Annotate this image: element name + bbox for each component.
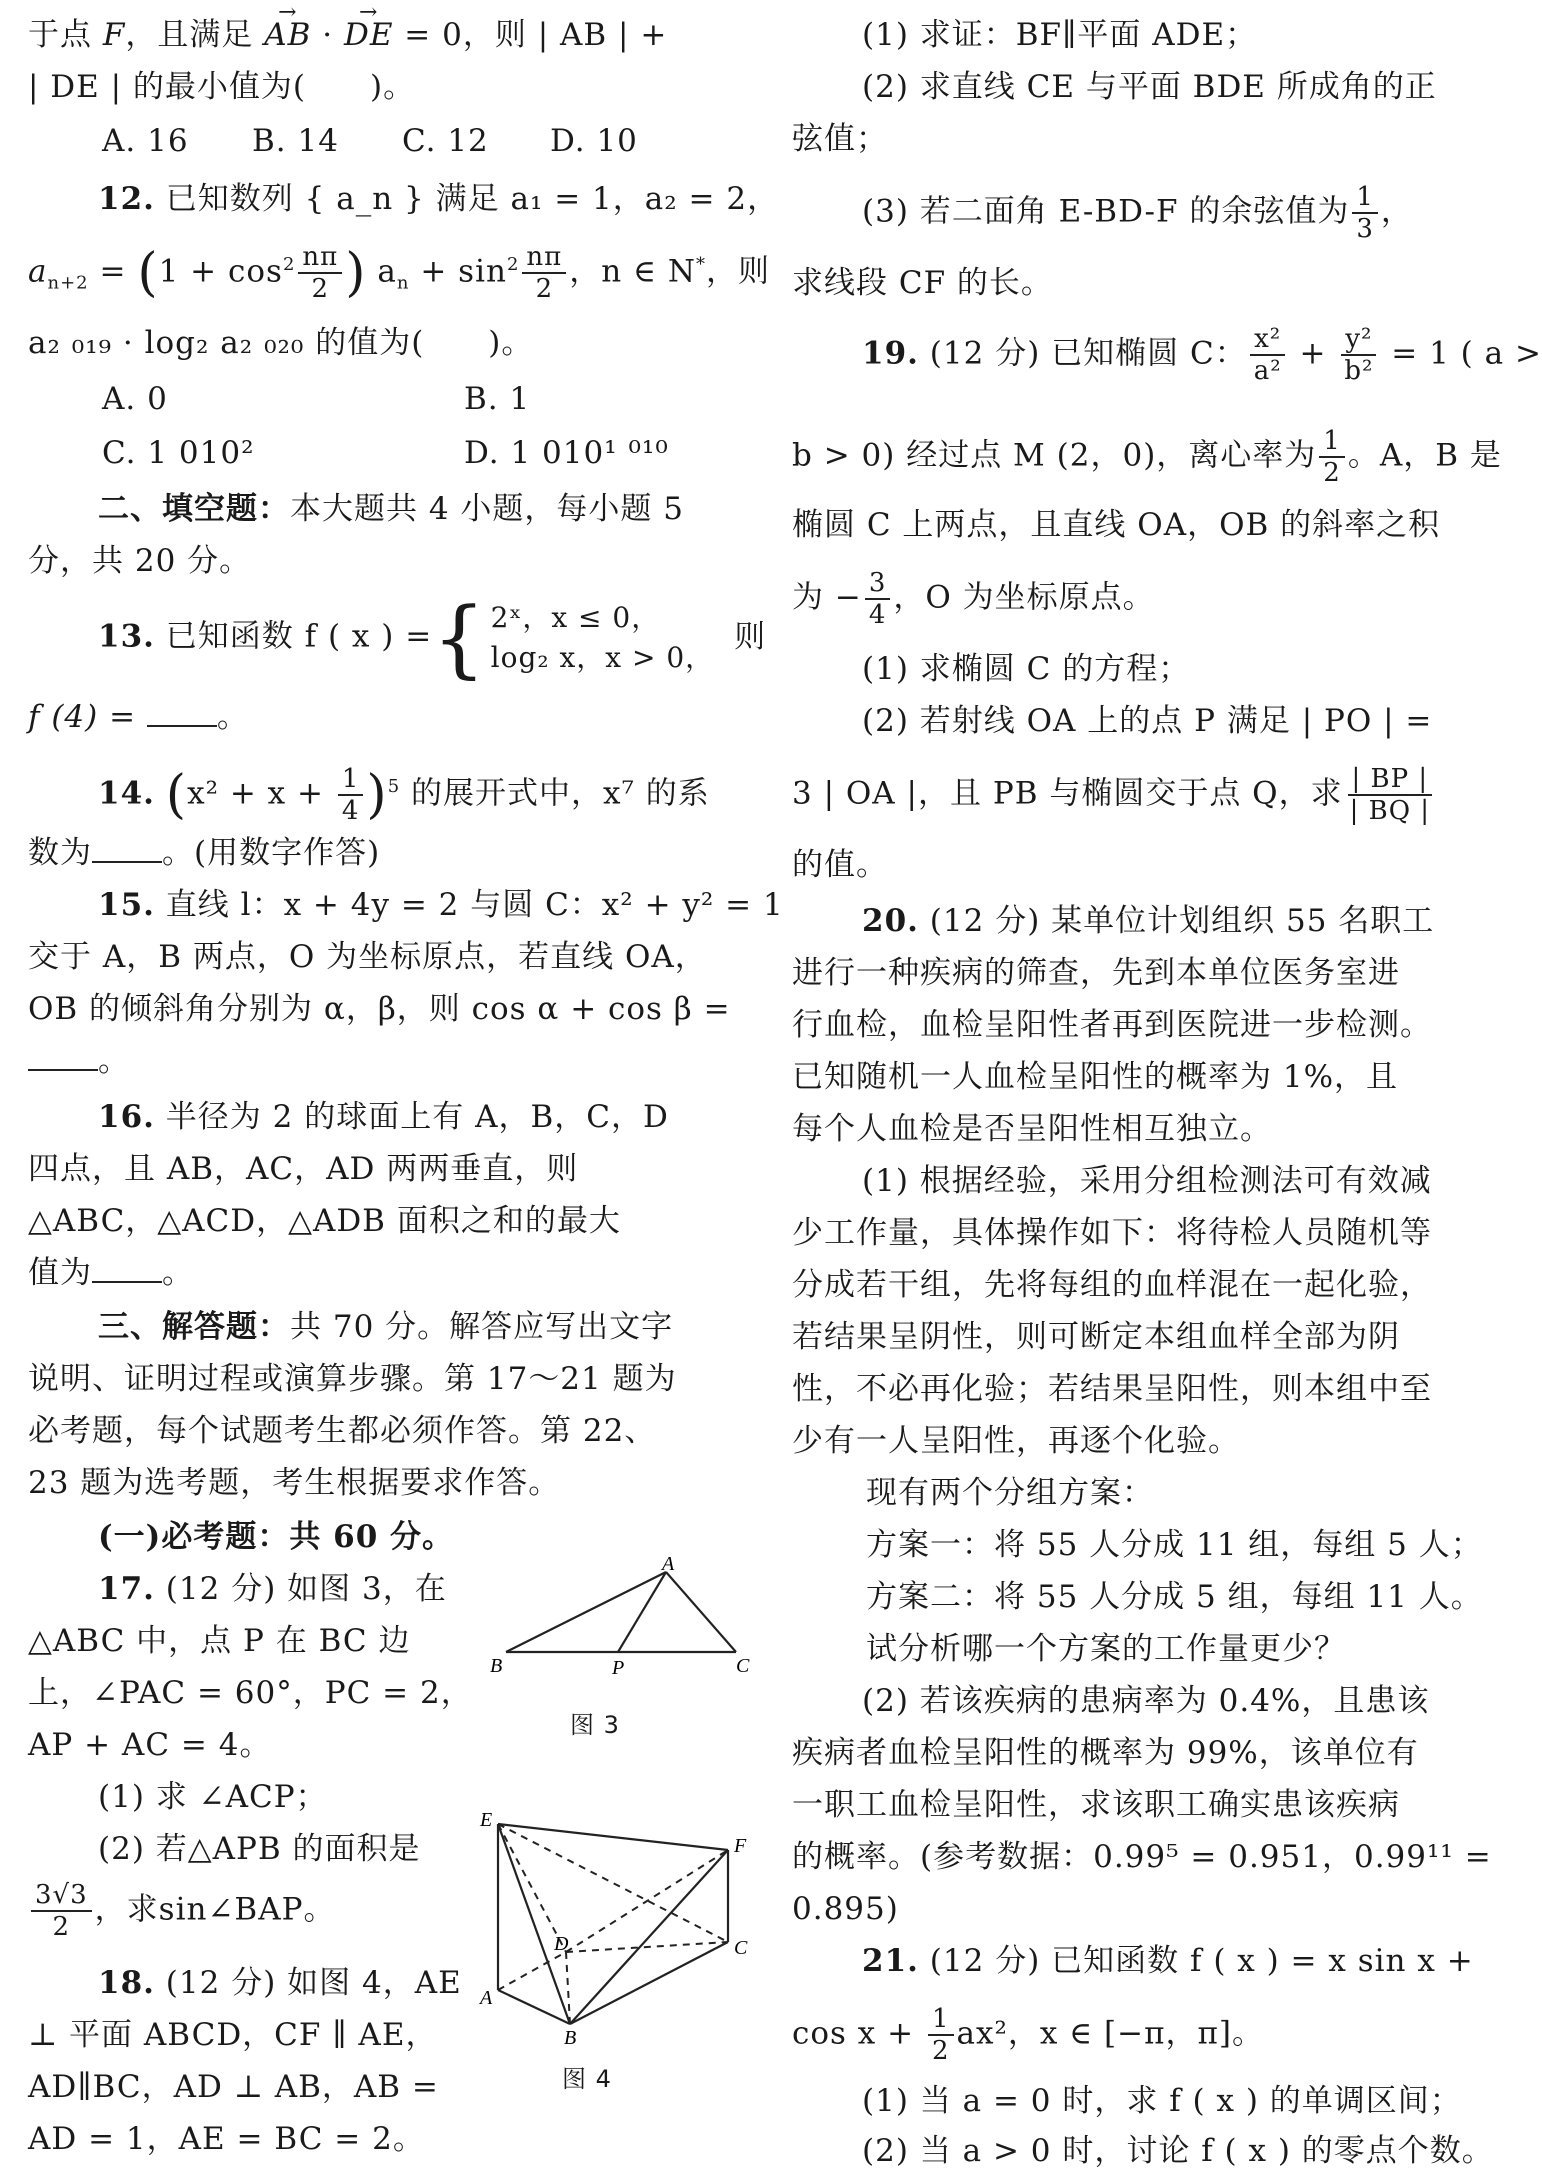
q15-line2: 交于 A，B 两点，O 为坐标原点，若直线 OA， xyxy=(28,939,707,975)
q20-plan-2: 方案二：将 55 人分成 5 组，每组 11 人。 xyxy=(866,1579,1483,1615)
q16-line1: 16. 半径为 2 的球面上有 A，B，C，D xyxy=(98,1099,669,1135)
q21-line1: 21. (12 分) 已知函数 f ( x ) = x sin x + xyxy=(862,1943,1474,1979)
figure-3-caption: 图 3 xyxy=(570,1711,620,1739)
q18-line1: 18. (12 分) 如图 4，AE xyxy=(98,1965,462,2001)
q15-line4: 。 xyxy=(28,1036,130,1086)
q20-part2-line1: (2) 若该疾病的患病率为 0.4%，且患该 xyxy=(862,1683,1430,1719)
q12-line1: 12. 已知数列 { a_n } 满足 a₁ = 1，a₂ = 2， xyxy=(98,181,780,217)
q19-line2: b > 0) 经过点 M (2，0)，离心率为 $\frac{1}{2}$ 。A，B 是 xyxy=(792,426,1502,488)
q18-part2-line1: (2) 求直线 CE 与平面 BDE 所成角的正 xyxy=(862,69,1437,105)
fig4-edge-df xyxy=(566,1850,728,1952)
q19-part1: (1) 求椭圆 C 的方程； xyxy=(862,651,1191,687)
fig4-label-d: D xyxy=(554,1933,570,1955)
q17-part2b: $\frac{3√3}{2}$ ，求sin∠BAP。 xyxy=(28,1880,335,1942)
q20-line2: 进行一种疾病的筛查，先到本单位医务室进 xyxy=(792,955,1400,991)
q14-line2: 数为 。(用数字作答) xyxy=(28,828,380,878)
subsection-required: (一)必考题：共 60 分。 xyxy=(98,1519,455,1555)
q15-line3: OB 的倾斜角分别为 α，β，则 cos α + cos β = xyxy=(28,991,731,1027)
q18-line3: AD∥BC，AD ⊥ AB，AB = xyxy=(28,2069,439,2105)
q15-answer-blank xyxy=(28,1039,98,1071)
q13-piecewise: { 2ˣ，x ≤ 0， log₂ x，x > 0， xyxy=(432,589,715,687)
q20-line4: 已知随机一人血检呈阳性的概率为 1%，且 xyxy=(792,1059,1399,1095)
q11-option-b: B. 14 xyxy=(252,123,339,159)
q19-part2-line3: 的值。 xyxy=(792,847,888,883)
q21-part2: (2) 当 a > 0 时，讨论 f ( x ) 的零点个数。 xyxy=(862,2133,1494,2169)
fig4-label-e: E xyxy=(480,1809,494,1831)
fig4-label-b: B xyxy=(564,2027,578,2049)
q16-answer-blank xyxy=(92,1251,162,1283)
q17-line4: AP + AC = 4。 xyxy=(28,1727,272,1763)
q19-line3: 椭圆 C 上两点，且直线 OA，OB 的斜率之积 xyxy=(792,507,1441,543)
fig3-label-c: C xyxy=(736,1655,751,1677)
q11-option-c: C. 12 xyxy=(402,123,489,159)
section-3-line1: 三、解答题：共 70 分。解答应写出文字 xyxy=(98,1309,674,1345)
q20-line1: 20. (12 分) 某单位计划组织 55 名职工 xyxy=(862,903,1435,939)
fig4-label-f: F xyxy=(734,1835,748,1857)
fig4-edge-bf xyxy=(570,1850,728,2024)
figure-3-triangle xyxy=(486,1553,756,1680)
section-2-line1: 二、填空题：本大题共 4 小题，每小题 5 xyxy=(98,491,685,527)
q16-line3: △ABC，△ACD，△ADB 面积之和的最大 xyxy=(28,1203,621,1239)
q20-part1-line2: 少工作量，具体操作如下：将待检人员随机等 xyxy=(792,1215,1432,1251)
q13-line2: f (4) = 。 xyxy=(28,692,249,742)
q14-answer-blank xyxy=(92,831,162,863)
q20-line3: 行血检，血检呈阳性者再到医院进一步检测。 xyxy=(792,1007,1432,1043)
q19-line4: 为 − $\frac{3}{4}$ ，O 为坐标原点。 xyxy=(792,568,1155,630)
q16-line4: 值为 。 xyxy=(28,1248,194,1298)
fig3-label-b: B xyxy=(490,1655,504,1677)
q19-part2-line1: (2) 若射线 OA 上的点 P 满足 | PO | = xyxy=(862,703,1433,739)
q15-line1: 15. 直线 l：x + 4y = 2 与圆 C：x² + y² = 1 xyxy=(98,887,784,923)
q12-option-a: A. 0 xyxy=(102,381,168,417)
fig4-hidden-edges xyxy=(498,1824,728,2024)
q18-part3-line2: 求线段 CF 的长。 xyxy=(792,265,1053,301)
fig4-label-c: C xyxy=(734,1937,749,1959)
q16-line2: 四点，且 AB，AC，AD 两两垂直，则 xyxy=(28,1151,579,1187)
q11-option-a: A. 16 xyxy=(102,123,189,159)
q18-line2: ⊥ 平面 ABCD，CF ∥ AE， xyxy=(28,2017,438,2053)
q21-line2: cos x + $\frac{1}{2}$ ax²，x ∈ [−π，π]。 xyxy=(792,2004,1264,2066)
q14-line1: 14. (x² + x + $\frac{1}{4}$ )$^5$ 的展开式中，x⁷ 的系 xyxy=(98,763,710,826)
fig3-label-p: P xyxy=(612,1657,626,1679)
fig4-edge-dc xyxy=(566,1942,728,1952)
q20-plan-1: 方案一：将 55 人分成 11 组，每组 5 人； xyxy=(866,1527,1483,1563)
q18-part3-line1: (3) 若二面角 E-BD-F 的余弦值为 $\frac{1}{3}$ ， xyxy=(862,182,1413,244)
q20-part1-line6: 少有一人呈阳性，再逐个化验。 xyxy=(792,1423,1240,1459)
q17-line3: 上，∠PAC = 60°，PC = 2， xyxy=(28,1675,473,1711)
section-3-line4: 23 题为选考题，考生根据要求作答。 xyxy=(28,1465,561,1501)
q20-part2-line4: 的概率。(参考数据：0.99⁵ = 0.951，0.99¹¹ = xyxy=(792,1839,1492,1875)
q20-part2-line5: 0.895) xyxy=(792,1891,899,1927)
fig4-label-a: A xyxy=(480,1987,494,2009)
q18-line4: AD = 1，AE = BC = 2。 xyxy=(28,2121,425,2157)
q12-line2: $a_{n+2} = (1 + \cos^2$ $\frac{n\pi}{2}$ ) $a_n + \sin^2$ $\frac{n\pi}{2}$ ，n ∈ N*，则 xyxy=(28,241,771,304)
q19-line1: 19. (12 分) 已知椭圆 C： $\frac{\text{x²}}{\text{a²}}$ + $\frac{\text{y²}}{\text{b²}}$ = 1 ( a > xyxy=(862,324,1542,386)
q20-part2-line3: 一职工血检呈阳性，求该职工确实患该疾病 xyxy=(792,1787,1400,1823)
q20-plans-intro: 现有两个分组方案： xyxy=(866,1475,1154,1511)
section-2-line2: 分，共 20 分。 xyxy=(28,543,252,579)
q17-line2: △ABC 中，点 P 在 BC 边 xyxy=(28,1623,411,1659)
fig4-edge-ec xyxy=(498,1824,728,1942)
q11-line1: 于点 F，且满足 → AB · → DE = 0，则 | AB | + xyxy=(28,10,667,60)
q20-ask: 试分析哪一个方案的工作量更少？ xyxy=(866,1631,1346,1667)
q19-part2-line2: 3 | OA |，且 PB 与椭圆交于点 Q，求 $\frac{| BP |}{| BQ |}$ xyxy=(792,764,1437,826)
fig3-label-a: A xyxy=(662,1553,676,1575)
q12-option-b: B. 1 xyxy=(464,381,531,417)
q20-part1-line5: 性，不必再化验；若结果呈阳性，则本组中至 xyxy=(792,1371,1432,1407)
figure-4-solid xyxy=(476,1808,756,2048)
q20-part1-line4: 若结果呈阴性，则可断定本组血样全部为阴 xyxy=(792,1319,1400,1355)
q20-part2-line2: 疾病者血检呈阳性的概率为 99%，该单位有 xyxy=(792,1735,1419,1771)
q17-line1: 17. (12 分) 如图 3，在 xyxy=(98,1571,447,1607)
figure-4-caption: 图 4 xyxy=(562,2065,612,2093)
section-3-line3: 必考题，每个试题考生都必须作答。第 22、 xyxy=(28,1413,657,1449)
q20-part1-line3: 分成若干组，先将每组的血样混在一起化验， xyxy=(792,1267,1432,1303)
q13-answer-blank xyxy=(147,695,217,727)
q12-line3: a₂ ₀₁₉ · log₂ a₂ ₀₂₀ 的值为( )。 xyxy=(28,325,534,361)
fig3-side-ac xyxy=(666,1572,736,1652)
q11-line2: | DE | 的最小值为( )。 xyxy=(28,69,416,105)
fig4-edge-bc xyxy=(570,1942,728,2024)
q20-line5: 每个人血检是否呈阳性相互独立。 xyxy=(792,1111,1272,1147)
q17-part1: (1) 求 ∠ACP； xyxy=(98,1779,328,1815)
q11-option-d: D. 10 xyxy=(550,123,638,159)
q20-part1-line1: (1) 根据经验，采用分组检测法可有效减 xyxy=(862,1163,1432,1199)
q12-option-d: D. 1 010¹ ⁰¹⁰ xyxy=(464,435,669,471)
q17-part2: (2) 若△APB 的面积是 xyxy=(98,1831,421,1867)
q18-part2-line2: 弦值； xyxy=(792,121,888,157)
q12-option-c: C. 1 010² xyxy=(102,435,255,471)
section-3-line2: 说明、证明过程或演算步骤。第 17～21 题为 xyxy=(28,1361,677,1397)
q18-part1: (1) 求证：BF∥平面 ADE； xyxy=(862,17,1258,53)
fig4-edge-ef xyxy=(498,1824,728,1850)
q13-line1: 13. 已知函数 f ( x ) = { 2ˣ，x ≤ 0， log₂ x，x > 0， 则 xyxy=(98,589,767,687)
q21-part1: (1) 当 a = 0 时，求 f ( x ) 的单调区间； xyxy=(862,2083,1462,2119)
